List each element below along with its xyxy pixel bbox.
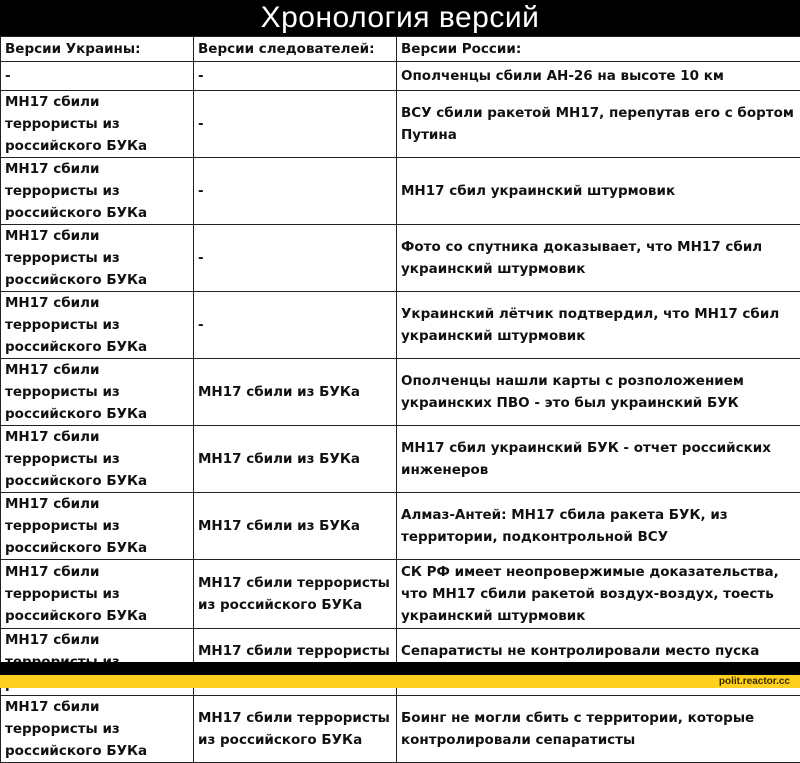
cell-russia: Алмаз-Антей: МН17 сбила ракета БУК, из территории, подконтрольной ВСУ <box>397 493 800 560</box>
cell-ukraine: МН17 сбили террористы из российского БУКа <box>1 426 194 493</box>
cell-investigators: МН17 сбили террористы из российского БУКа <box>194 696 397 763</box>
footer-bar <box>0 662 800 675</box>
table-row <box>1 158 800 225</box>
cell-ukraine: МН17 сбили <box>1 629 194 696</box>
header-ukraine: Версии Украины: <box>1 37 194 62</box>
cell-russia: Сепаратисты не контролировали место пуска <box>397 629 800 696</box>
table-row <box>1 493 800 560</box>
table-header-row <box>1 37 800 62</box>
cell-russia: Ополченцы нашли карты с розположением украинских ПВО - это был украинский БУК <box>397 359 800 426</box>
page-title: Хронология версий <box>0 0 800 36</box>
cell-investigators: МН17 сбили террористы <box>194 629 397 696</box>
cell-investigators: - <box>194 292 397 359</box>
cell-ukraine: МН17 сбили террористы из российского БУКа <box>1 158 194 225</box>
table-row <box>1 292 800 359</box>
cell-russia: СК РФ имеет неопровержимые доказательства, что МН17 сбили ракетой воздух-воздух, тоесть украинский штурмовик <box>397 560 800 629</box>
watermark-text[interactable]: polit.reactor.cc <box>719 675 790 688</box>
cell-russia: Фото со спутника доказывает, что МН17 сбил украинский штурмовик <box>397 225 800 292</box>
cell-investigators: - <box>194 225 397 292</box>
cell-russia: МН17 сбил украинский штурмовик <box>397 158 800 225</box>
cell-ukraine: МН17 сбили террористы из российского БУКа <box>1 359 194 426</box>
header-russia: Версии России: <box>397 37 800 62</box>
table-row <box>1 426 800 493</box>
cell-investigators: МН17 сбили из БУКа <box>194 359 397 426</box>
table-row <box>1 359 800 426</box>
header-investigators: Версии следователей: <box>194 37 397 62</box>
table-row <box>1 560 800 629</box>
table-row <box>1 91 800 158</box>
cell-ukraine: МН17 сбили террористы из российского БУКа <box>1 560 194 629</box>
cell-ukraine: МН17 сбили террористы из российского БУКа <box>1 493 194 560</box>
cell-ukraine: МН17 сбили террористы из российского БУКа <box>1 91 194 158</box>
cell-investigators: - <box>194 91 397 158</box>
cell-investigators: МН17 сбили террористы из российского БУКа <box>194 560 397 629</box>
cell-investigators: - <box>194 158 397 225</box>
cell-ukraine: МН17 сбили террористы из российского БУКа <box>1 225 194 292</box>
cell-ukraine: МН17 сбили террористы из российского БУКа <box>1 292 194 359</box>
watermark-strip <box>0 675 800 688</box>
table-row <box>1 696 800 763</box>
cell-investigators: МН17 сбили из БУКа <box>194 426 397 493</box>
cell-russia: ВСУ сбили ракетой МН17, перепутав его с бортом Путина <box>397 91 800 158</box>
table-row <box>1 62 800 91</box>
cell-ukraine: - <box>1 62 194 91</box>
cell-investigators: МН17 сбили из БУКа <box>194 493 397 560</box>
cell-russia: Ополченцы сбили АН-26 на высоте 10 км <box>397 62 800 91</box>
cell-ukraine: МН17 сбили террористы из российского БУКа <box>1 696 194 763</box>
cell-investigators: - <box>194 62 397 91</box>
table-row <box>1 225 800 292</box>
cell-russia: МН17 сбил украинский БУК - отчет российских инженеров <box>397 426 800 493</box>
versions-table <box>0 36 800 763</box>
cell-russia: Украинский лётчик подтвердил, что МН17 сбил украинский штурмовик <box>397 292 800 359</box>
cell-russia: Боинг не могли сбить с территории, которые контролировали сепаратисты <box>397 696 800 763</box>
